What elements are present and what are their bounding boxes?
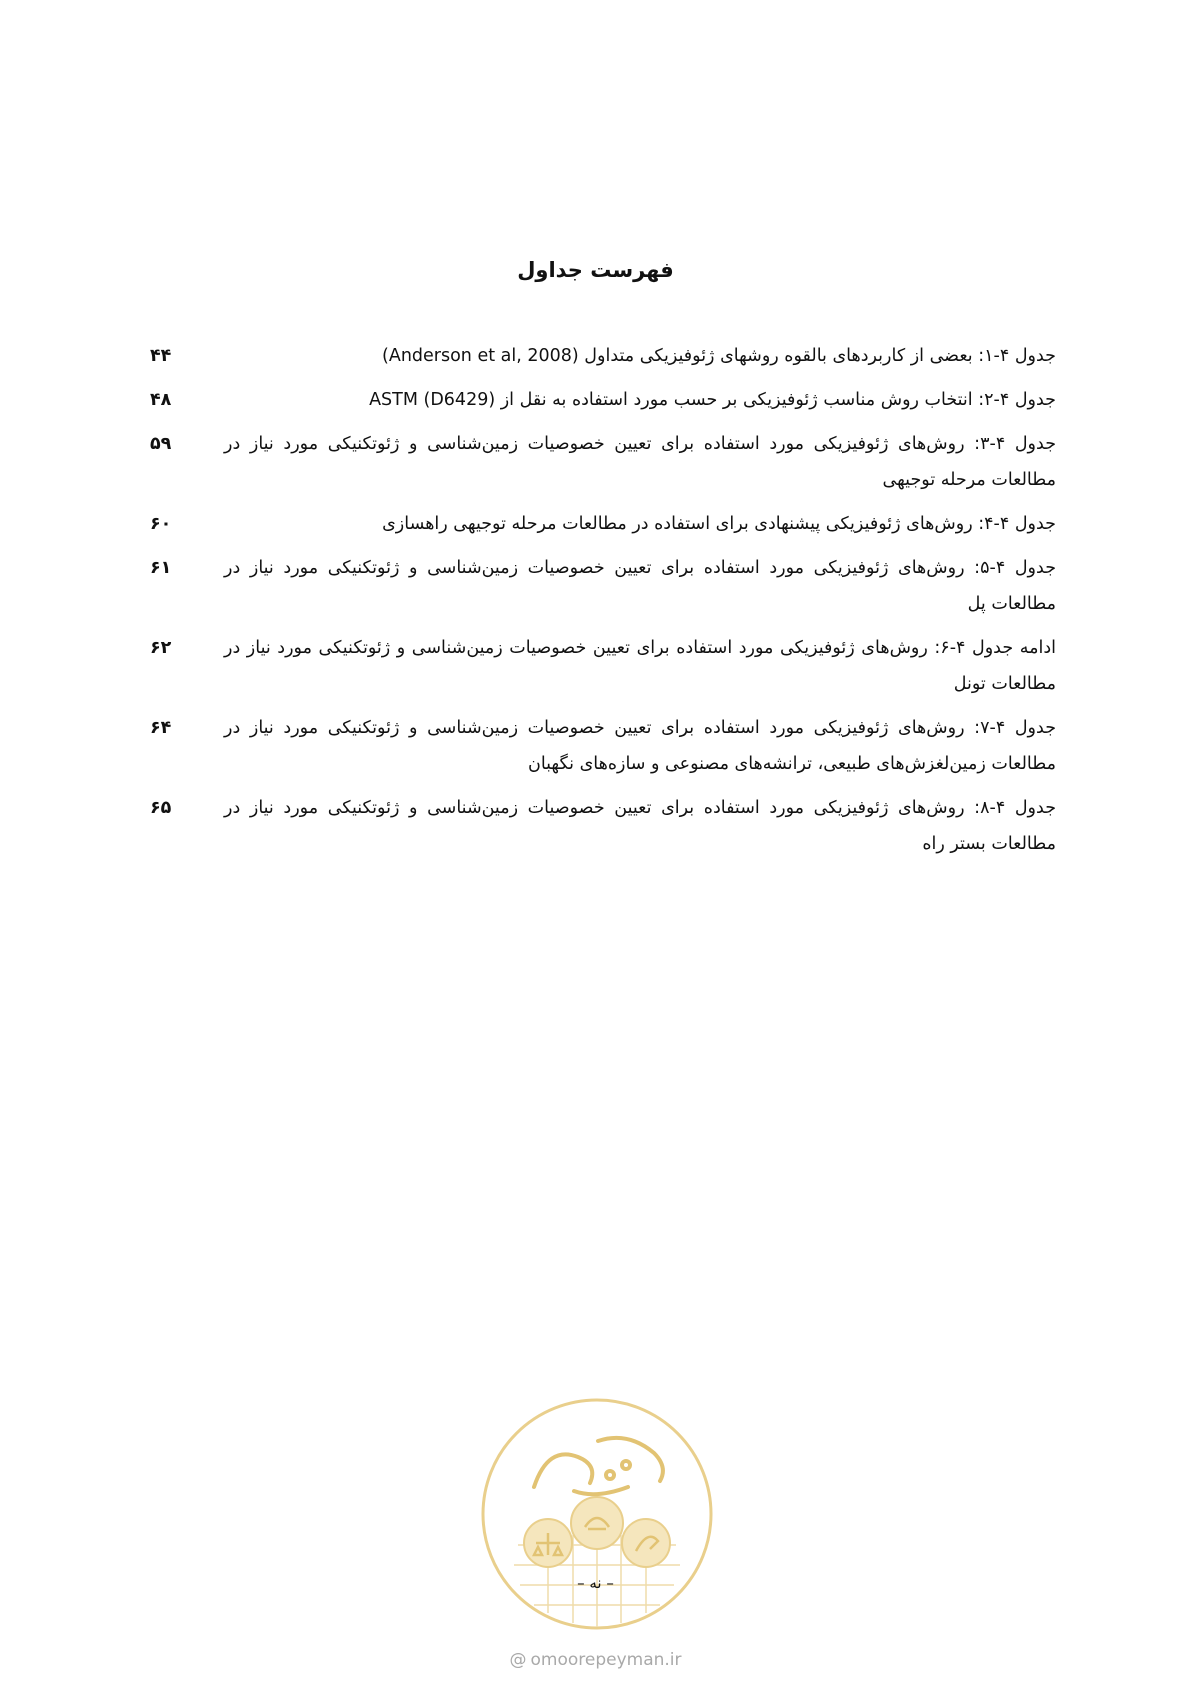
toc-entry[interactable] — [150, 426, 1056, 498]
toc-entry-text: ادامه جدول ۴-۶: روش‌های ژئوفیزیکی مورد استفاده برای تعیین خصوصیات زمین‌شناسی و ژئوتکنیکی مورد نیاز در مطالعات تونل — [224, 638, 1056, 694]
toc-entry[interactable] — [150, 382, 1056, 418]
table-of-tables — [150, 338, 1056, 870]
toc-entry-text: جدول ۴-۱: بعضی از کاربردهای بالقوه روشهای ژئوفیزیکی متداول (Anderson et al, 2008) — [382, 346, 1056, 366]
page-title: فهرست جداول — [517, 258, 674, 282]
toc-entry-page: ۵۹ — [150, 434, 172, 454]
toc-entry-page: ۶۱ — [150, 558, 172, 578]
toc-entry[interactable] — [150, 506, 1056, 542]
toc-entry-page: ۴۴ — [150, 346, 172, 366]
at-sign-icon: @ — [509, 1650, 527, 1670]
toc-entry[interactable] — [150, 550, 1056, 622]
toc-entry-page: ۴۸ — [150, 390, 172, 410]
toc-entry-page: ۶۴ — [150, 718, 172, 738]
toc-entry-text: جدول ۴-۸: روش‌های ژئوفیزیکی مورد استفاده برای تعیین خصوصیات زمین‌شناسی و ژئوتکنیکی مورد نیاز در مطالعات بستر راه — [224, 798, 1057, 854]
toc-entry-text: جدول ۴-۵: روش‌های ژئوفیزیکی مورد استفاده برای تعیین خصوصیات زمین‌شناسی و ژئوتکنیکی مورد نیاز در مطالعات پل — [224, 558, 1057, 614]
toc-entry[interactable] — [150, 790, 1056, 862]
toc-entry-page: ۶۲ — [150, 638, 172, 658]
toc-entry[interactable] — [150, 630, 1056, 702]
toc-entry-text: جدول ۴-۷: روش‌های ژئوفیزیکی مورد استفاده برای تعیین خصوصیات زمین‌شناسی و ژئوتکنیکی مورد نیاز در مطالعات زمین‌لغزش‌های طبیعی، ترانشه‌های مصنوعی و سازه‌های نگهبان — [224, 718, 1057, 774]
toc-entry[interactable] — [150, 710, 1056, 782]
toc-entry-text: جدول ۴-۴: روش‌های ژئوفیزیکی پیشنهادی برای استفاده در مطالعات مرحله توجیهی راهسازی — [382, 514, 1056, 534]
seal-logo-icon — [478, 1395, 716, 1633]
toc-entry-text: جدول ۴-۲: انتخاب روش مناسب ژئوفیزیکی بر حسب مورد استفاده به نقل از (ASTM (D6429 — [369, 390, 1056, 410]
watermark[interactable] — [0, 1650, 1191, 1670]
toc-entry[interactable] — [150, 338, 1056, 374]
toc-entry-page: ۶۵ — [150, 798, 172, 818]
toc-entry-page: ۶۰ — [150, 514, 172, 534]
page-number: – نه – — [577, 1574, 614, 1592]
watermark-text: omoorepeyman.ir — [530, 1650, 682, 1670]
toc-entry-text: جدول ۴-۳: روش‌های ژئوفیزیکی مورد استفاده برای تعیین خصوصیات زمین‌شناسی و ژئوتکنیکی مورد نیاز در مطالعات مرحله توجیهی — [224, 434, 1057, 490]
